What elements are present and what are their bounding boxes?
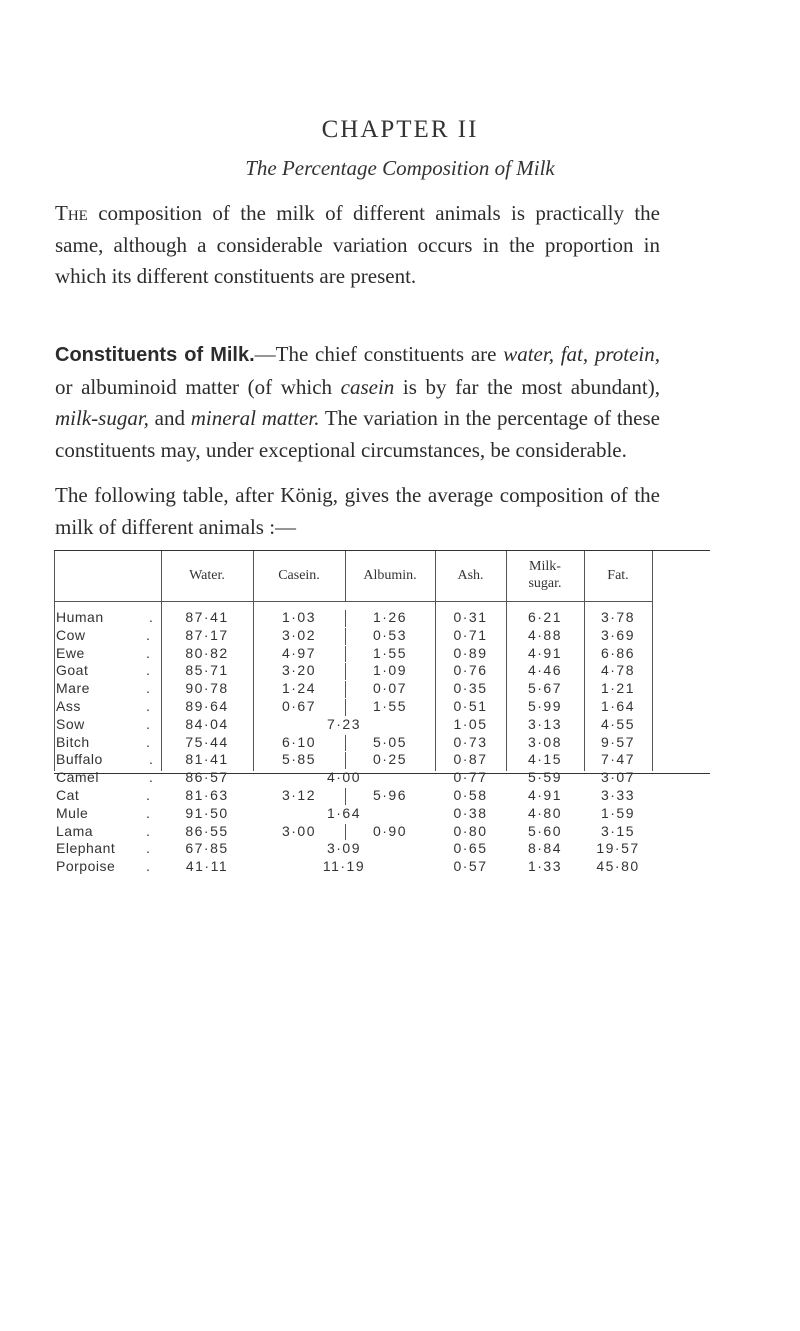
- constituents-heading: Constituents of Milk.: [55, 344, 255, 366]
- cell-casein: 5·85: [281, 751, 317, 768]
- cell-water: 86·55: [185, 822, 229, 839]
- row-label: Bitch: [56, 733, 90, 750]
- cell-water: 80·82: [185, 644, 229, 661]
- casein-albumin-rule: [345, 788, 346, 805]
- cell-ash: 0·87: [453, 751, 488, 768]
- header-milk-sugar: Milk-sugar.: [528, 559, 562, 591]
- cell-fat: 6·86: [600, 644, 636, 661]
- cell-ash: 0·31: [453, 609, 488, 625]
- cell-fat: 7·47: [600, 751, 636, 768]
- text-run: —The chief constituents are: [254, 342, 504, 366]
- cell-sugar: 4·88: [527, 626, 563, 643]
- header-water: Water.: [189, 568, 225, 583]
- row-label-dot: .: [146, 840, 150, 857]
- cell-casein-albumin-combined: 1·64: [326, 804, 362, 821]
- cell-fat: 3·69: [600, 626, 636, 643]
- text-run: and: [148, 406, 191, 430]
- cell-casein: 3·20: [281, 662, 317, 679]
- cell-albumin: 5·05: [372, 733, 408, 750]
- cell-sugar: 4·15: [527, 751, 563, 768]
- cell-ash: 0·89: [453, 644, 488, 661]
- cell-sugar: 8·84: [527, 840, 563, 857]
- cell-water: 67·85: [185, 840, 229, 857]
- row-label-dot: .: [146, 715, 150, 732]
- cell-sugar: 3·08: [527, 733, 563, 750]
- row-label: Porpoise: [56, 858, 116, 875]
- row-label: Elephant: [56, 840, 116, 857]
- cell-sugar: 1·33: [527, 858, 563, 875]
- intro-paragraph: [55, 198, 660, 293]
- row-label: Buffalo: [56, 751, 103, 768]
- cell-ash: 0·57: [453, 858, 488, 875]
- cell-casein: 0·67: [281, 698, 317, 714]
- cell-ash: 0·76: [453, 662, 488, 679]
- cell-casein-albumin-combined: 4·00: [326, 769, 362, 786]
- cell-water: 90·78: [185, 680, 229, 697]
- row-label-dot: .: [146, 804, 150, 821]
- cell-fat: 3·15: [600, 822, 636, 839]
- text-run: The variation in the percentage of these constituents may, under exceptional circumstances, be considerable.: [55, 406, 660, 462]
- cell-albumin: 1·55: [372, 698, 408, 714]
- cell-albumin: 1·09: [372, 662, 408, 679]
- cell-water: 89·64: [185, 698, 229, 714]
- cell-casein: 1·24: [281, 680, 317, 697]
- cell-fat: 4·78: [600, 662, 636, 679]
- cell-sugar: 5·99: [527, 698, 563, 714]
- cell-ash: 0·58: [453, 787, 488, 803]
- column-rule: [652, 551, 653, 771]
- cell-water: 75·44: [185, 733, 229, 750]
- row-label: Cat: [56, 787, 80, 803]
- cell-albumin: 0·90: [372, 822, 408, 839]
- section-title: The Percentage Composition of Milk: [245, 156, 555, 180]
- cell-albumin: 0·53: [372, 626, 408, 643]
- cell-albumin: 5·96: [372, 787, 408, 803]
- chapter-heading: CHAPTER II: [321, 116, 479, 143]
- row-label: Lama: [56, 822, 94, 839]
- cell-albumin: 1·55: [372, 644, 408, 661]
- cell-water: 91·50: [185, 804, 229, 821]
- text-run: is by far the most abundant),: [394, 374, 660, 399]
- header-albumin: Albumin.: [363, 568, 417, 583]
- intro-text: composition of the milk of different animals is practically the same, although a considerable variation occurs in the proportion in which its different constituents are present.: [55, 201, 660, 288]
- column-rule: [54, 551, 55, 771]
- cell-fat: 1·59: [600, 804, 636, 821]
- row-label-dot: .: [149, 769, 153, 786]
- cell-fat: 9·57: [600, 733, 636, 750]
- row-label-dot: .: [146, 662, 150, 679]
- cell-ash: 0·80: [453, 822, 488, 839]
- row-label: Goat: [56, 662, 89, 679]
- row-label: Ass: [56, 698, 81, 714]
- row-label-dot: .: [146, 822, 150, 839]
- row-label: Sow: [56, 715, 85, 732]
- cell-casein-albumin-combined: 11·19: [322, 858, 366, 875]
- cell-fat: 1·64: [600, 698, 636, 714]
- cell-sugar: 5·67: [527, 680, 563, 697]
- cell-ash: 1·05: [453, 715, 488, 732]
- cell-casein-albumin-combined: 3·09: [326, 840, 362, 857]
- italic-run: casein: [340, 374, 395, 399]
- header-fat: Fat.: [607, 568, 629, 583]
- cell-fat: 1·21: [600, 680, 636, 697]
- header-rule: [54, 601, 652, 602]
- cell-sugar: 5·59: [527, 769, 563, 786]
- italic-run: milk-sugar,: [55, 406, 149, 430]
- cell-fat: 4·55: [600, 715, 636, 732]
- cell-sugar: 5·60: [527, 822, 563, 839]
- italic-run: mineral matter.: [190, 406, 320, 430]
- casein-albumin-rule: [345, 610, 346, 627]
- cell-sugar: 4·46: [527, 662, 563, 679]
- casein-albumin-rule: [345, 646, 346, 663]
- cell-albumin: 0·25: [372, 751, 408, 768]
- milk-composition-table: [54, 550, 710, 875]
- row-label: Mule: [56, 804, 89, 821]
- row-label-dot: .: [146, 680, 150, 697]
- cell-casein: 3·00: [281, 822, 317, 839]
- cell-albumin: 0·07: [372, 680, 408, 697]
- casein-albumin-rule: [345, 663, 346, 680]
- row-label: Ewe: [56, 644, 85, 661]
- lead-word: The: [55, 201, 88, 225]
- cell-casein: 1·03: [281, 609, 317, 625]
- row-label-dot: .: [146, 787, 150, 803]
- constituents-paragraph: [55, 339, 660, 466]
- casein-albumin-rule: [345, 628, 346, 645]
- casein-albumin-rule: [345, 699, 346, 716]
- cell-water: 81·41: [185, 751, 229, 768]
- cell-ash: 0·65: [453, 840, 488, 857]
- cell-casein-albumin-combined: 7·23: [326, 715, 362, 732]
- cell-water: 87·41: [185, 609, 229, 625]
- row-label-dot: .: [149, 609, 153, 625]
- cell-sugar: 4·91: [527, 787, 563, 803]
- italic-run: water, fat, protein,: [503, 342, 660, 366]
- cell-ash: 0·73: [453, 733, 488, 750]
- row-label-dot: .: [146, 698, 150, 714]
- casein-albumin-rule: [345, 752, 346, 769]
- cell-sugar: 4·91: [527, 644, 563, 661]
- cell-ash: 0·35: [453, 680, 488, 697]
- cell-ash: 0·77: [453, 769, 488, 786]
- row-label-dot: .: [146, 644, 150, 661]
- cell-water: 86·57: [185, 769, 229, 786]
- cell-casein: 4·97: [281, 644, 317, 661]
- cell-ash: 0·71: [453, 626, 488, 643]
- cell-fat: 45·80: [596, 858, 640, 875]
- cell-ash: 0·38: [453, 804, 488, 821]
- row-label-dot: .: [146, 858, 150, 875]
- casein-albumin-rule: [345, 735, 346, 752]
- cell-albumin: 1·26: [372, 609, 408, 625]
- cell-sugar: 6·21: [527, 609, 563, 625]
- row-label-dot: .: [146, 733, 150, 750]
- cell-sugar: 4·80: [527, 804, 563, 821]
- cell-fat: 3·78: [600, 609, 636, 625]
- cell-fat: 19·57: [596, 840, 640, 857]
- row-label: Camel: [56, 769, 99, 786]
- row-label-dot: .: [149, 751, 153, 768]
- cell-ash: 0·51: [453, 698, 488, 714]
- cell-water: 85·71: [185, 662, 229, 679]
- cell-water: 84·04: [185, 715, 229, 732]
- cell-water: 87·17: [185, 626, 229, 643]
- header-ash: Ash.: [457, 568, 484, 583]
- cell-sugar: 3·13: [527, 715, 563, 732]
- casein-albumin-rule: [345, 681, 346, 698]
- cell-casein: 3·12: [281, 787, 317, 803]
- casein-albumin-rule: [345, 824, 346, 841]
- text-run: or albuminoid matter (of which: [55, 374, 341, 399]
- header-casein: Casein.: [278, 568, 320, 583]
- row-label: Mare: [56, 680, 90, 697]
- cell-fat: 3·33: [600, 787, 636, 803]
- row-label: Cow: [56, 626, 86, 643]
- cell-water: 81·63: [185, 787, 229, 803]
- cell-casein: 6·10: [281, 733, 317, 750]
- cell-casein: 3·02: [281, 626, 317, 643]
- cell-fat: 3·07: [600, 769, 636, 786]
- row-label-dot: .: [146, 626, 150, 643]
- table-intro-paragraph: The following table, after König, gives the average composition of the milk of different animals :—: [55, 483, 660, 539]
- row-label: Human: [56, 609, 104, 625]
- cell-water: 41·11: [185, 858, 229, 875]
